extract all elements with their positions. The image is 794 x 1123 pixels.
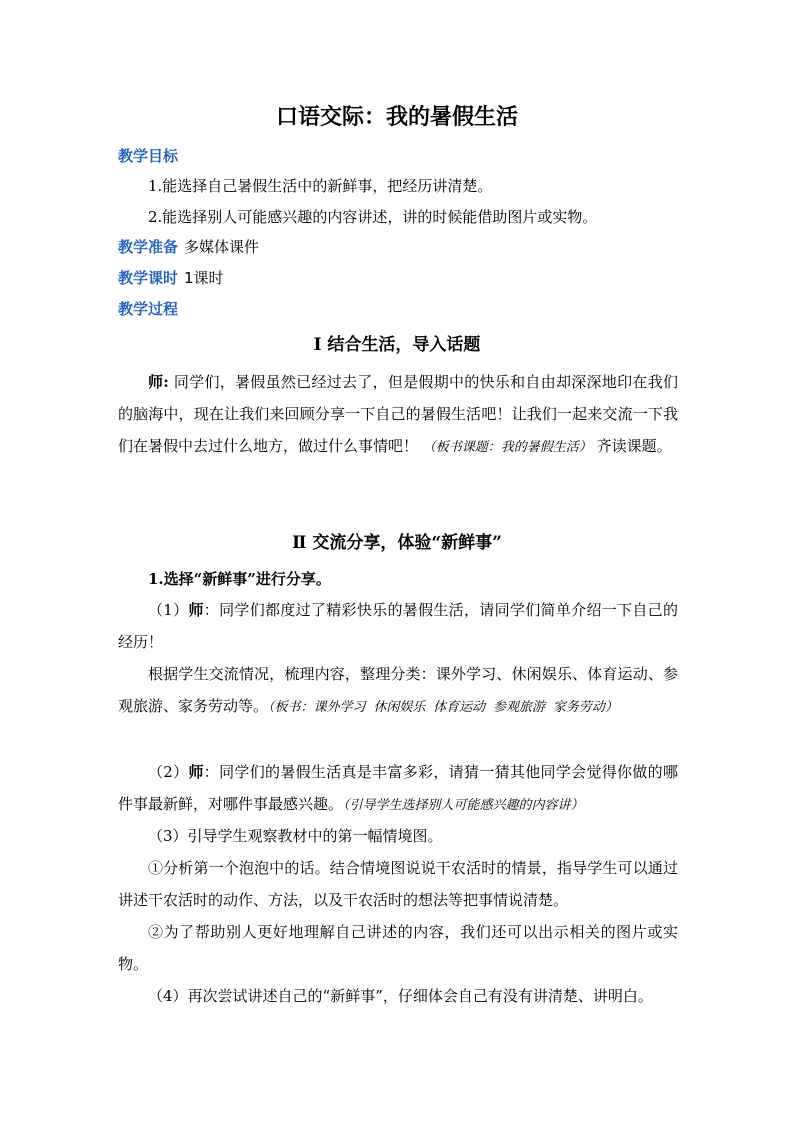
section1-note: （板书课题：我的暑假生活） — [422, 440, 592, 455]
section2-title: Ⅱ 交流分享，体验“新鲜事” — [292, 533, 502, 553]
p2-note: （板书：课外学习 休闲娱乐 体育运动 参观旅游 家务劳动） — [268, 700, 618, 715]
p3-note: （引导学生选择别人可能感兴趣的内容讲） — [343, 798, 584, 813]
p3-speaker: 师 — [188, 763, 204, 781]
section2-paragraph-6: ②为了帮助别人更好地理解自己讲述的内容，我们还可以出示相关的图片或实物。 — [118, 923, 678, 973]
prep-heading: 教学准备 — [118, 238, 179, 256]
section1-speaker: 师: — [148, 373, 169, 391]
hours-value: 1课时 — [184, 269, 224, 287]
section1-tail: 齐读课题。 — [596, 437, 672, 455]
section2-paragraph-5: ①分析第一个泡泡中的话。结合情境图说说干农活时的情景，指导学生可以通过讲述干农活时的动作、方法，以及干农活时的想法等把事情说清楚。 — [118, 859, 678, 909]
section1-title: Ⅰ 结合生活，导入话题 — [313, 335, 481, 355]
section2-paragraph-7: （4）再次尝试讲述自己的“新鲜事”，仔细体会自己有没有讲清楚、讲明白。 — [148, 987, 653, 1005]
goals-heading: 教学目标 — [118, 147, 179, 165]
prep-row — [118, 234, 259, 260]
section2-paragraph-4: （3）引导学生观察教材中的第一幅情境图。 — [148, 827, 443, 845]
goal-item-1: 1.能选择自己暑假生活中的新鲜事，把经历讲清楚。 — [148, 177, 493, 195]
p3-prefix: （2） — [148, 763, 189, 781]
section1-paragraph — [118, 366, 678, 464]
hours-row — [118, 265, 224, 291]
prep-value: 多媒体课件 — [184, 238, 260, 256]
section2-paragraph-2 — [118, 658, 678, 724]
section2-subheading: 1.选择“新鲜事”进行分享。 — [148, 570, 331, 588]
p1-text: ：同学们都度过了精彩快乐的暑假生活，请同学们简单介绍一下自己的经历！ — [118, 601, 678, 651]
process-heading: 教学过程 — [118, 300, 179, 318]
section2-paragraph-1 — [118, 594, 678, 658]
p2-text: 根据学生交流情况，梳理内容，整理分类：课外学习、休闲娱乐、体育运动、参观旅游、家务劳动等。 — [118, 665, 678, 715]
p3-text: ：同学们的暑假生活真是丰富多彩，请猜一猜其他同学会觉得你做的哪件事最新鲜，对哪件事最感兴趣。 — [118, 763, 678, 813]
goal-item-2: 2.能选择别人可能感兴趣的内容讲述，讲的时候能借助图片或实物。 — [148, 208, 598, 226]
hours-heading: 教学课时 — [118, 269, 179, 287]
p1-prefix: （1） — [148, 601, 189, 619]
section2-paragraph-3 — [118, 756, 678, 822]
section1-text: 同学们，暑假虽然已经过去了，但是假期中的快乐和自由却深深地印在我们的脑海中，现在让我们来回顾分享一下自己的暑假生活吧！让我们一起来交流一下我们在暑假中去过什么地方，做过什么事情吧！ — [118, 373, 678, 455]
p1-speaker: 师 — [188, 601, 204, 619]
document-title: 口语交际：我的暑假生活 — [275, 104, 518, 130]
